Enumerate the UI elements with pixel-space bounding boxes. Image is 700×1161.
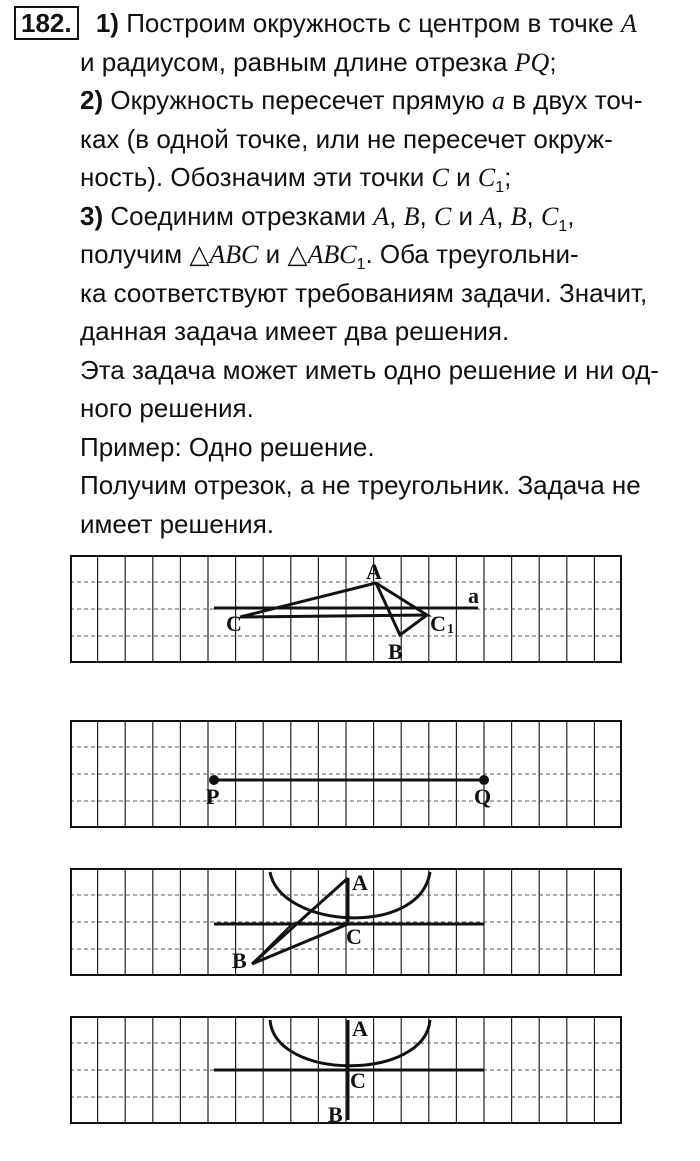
grid xyxy=(70,868,622,976)
label-c: C xyxy=(226,611,242,636)
para2-line xyxy=(14,428,690,467)
label-b: B xyxy=(388,639,403,663)
step3-text1: Соединим отрезками xyxy=(110,200,367,231)
para1-text1: Эта задача может иметь одно решение и ни од- xyxy=(80,354,659,385)
triangle-abc: ABC xyxy=(209,240,259,269)
step3-sub1: 1 xyxy=(558,217,568,235)
solution-text xyxy=(14,4,690,543)
step3-var-a2: A xyxy=(480,201,497,231)
figure-no-solution xyxy=(70,1016,622,1124)
step3-text2: получим xyxy=(80,239,183,269)
para3-text2: имеет решения. xyxy=(80,508,275,539)
step2-end: ; xyxy=(504,162,512,192)
triangle-abc xyxy=(252,878,348,964)
para3-line1 xyxy=(14,466,690,505)
triangle-abc1: ABC xyxy=(307,240,357,269)
para1-text2: ного решения. xyxy=(80,393,254,423)
label-a-point: A xyxy=(366,559,382,584)
step2-number: 2) xyxy=(80,85,104,115)
label-a-point: A xyxy=(352,870,368,895)
step2-line2 xyxy=(14,120,690,159)
step3-text4: данная задача имеет два решения. xyxy=(80,316,510,346)
figure-segment-pq xyxy=(70,720,622,828)
para3-text1: Получим отрезок, а не треугольник. Задача не xyxy=(80,470,641,500)
step2-var-c1: C xyxy=(477,163,496,192)
triangle-symbol-1: △ xyxy=(189,240,210,269)
triangle-symbol-2: △ xyxy=(287,240,308,269)
step3-text3: ка соответствуют требованиям задачи. Значит, xyxy=(80,277,648,308)
step3-text2-end: . Оба треугольни- xyxy=(365,239,579,269)
step1-text2: и радиусом, равным длине отрезка xyxy=(80,46,508,77)
label-c1: C xyxy=(430,611,446,636)
step3-sub1b: 1 xyxy=(356,256,366,274)
segment-extra xyxy=(252,924,292,964)
label-q: Q xyxy=(474,784,492,809)
step2-text3: ность). Обозначим эти точки xyxy=(80,162,425,192)
grid xyxy=(70,720,622,828)
label-b: B xyxy=(232,948,247,973)
step3-var-b2: B xyxy=(510,201,527,231)
para2-text: Пример: Одно решение. xyxy=(80,431,375,462)
step3-var-c1: C xyxy=(540,201,559,231)
step1-text1: Построим окружность с центром в точке xyxy=(126,8,614,38)
step3-var-c: C xyxy=(433,201,452,231)
step2-text2: ках (в одной точке, или не пересечет окруж- xyxy=(80,123,613,154)
step3-line2 xyxy=(14,235,690,274)
label-a-point: A xyxy=(352,1016,368,1041)
step3-number: 3) xyxy=(80,200,104,231)
label-p: P xyxy=(206,784,220,809)
step2-var-c: C xyxy=(431,163,449,192)
step1-var-a: A xyxy=(621,9,637,38)
step2-sub1: 1 xyxy=(495,179,505,197)
step1-line1 xyxy=(14,4,690,43)
step2-line3 xyxy=(14,158,690,197)
para3-line2 xyxy=(14,505,690,544)
step2-line1 xyxy=(14,81,690,120)
figure-one-solution-triangle xyxy=(70,868,622,976)
problem-number: 182. xyxy=(14,6,79,40)
para1-line1 xyxy=(14,351,690,390)
triangle-acc1 xyxy=(240,583,427,617)
step3-and: и xyxy=(458,200,474,231)
figure-triangles-abc xyxy=(70,555,622,663)
step3-var-a1: A xyxy=(373,201,390,231)
label-c: C xyxy=(350,1068,366,1093)
step1-line2 xyxy=(14,43,690,82)
step1-number: 1) xyxy=(95,8,119,38)
step2-var-a: a xyxy=(491,86,505,115)
label-b: B xyxy=(328,1102,343,1124)
step3-line3 xyxy=(14,274,690,313)
step2-text1: Окружность пересечет прямую xyxy=(110,85,485,115)
step3-line1: 3) Соединим отрезками A, B, C и A, B, $C_1$, xyxy=(80,200,575,235)
step1-var-pq: PQ xyxy=(514,47,550,77)
para1-line2 xyxy=(14,389,690,428)
label-c: C xyxy=(346,924,362,949)
step2-text1-end: в двух точ- xyxy=(512,85,643,115)
label-line-a: a xyxy=(468,583,479,608)
step3-line4 xyxy=(14,312,690,351)
label-c1-sub: 1 xyxy=(447,622,454,637)
step2-and: и xyxy=(456,162,471,192)
step1-end: ; xyxy=(549,46,557,77)
step3-and2: и xyxy=(265,239,281,269)
step3-var-b1: B xyxy=(403,201,420,231)
